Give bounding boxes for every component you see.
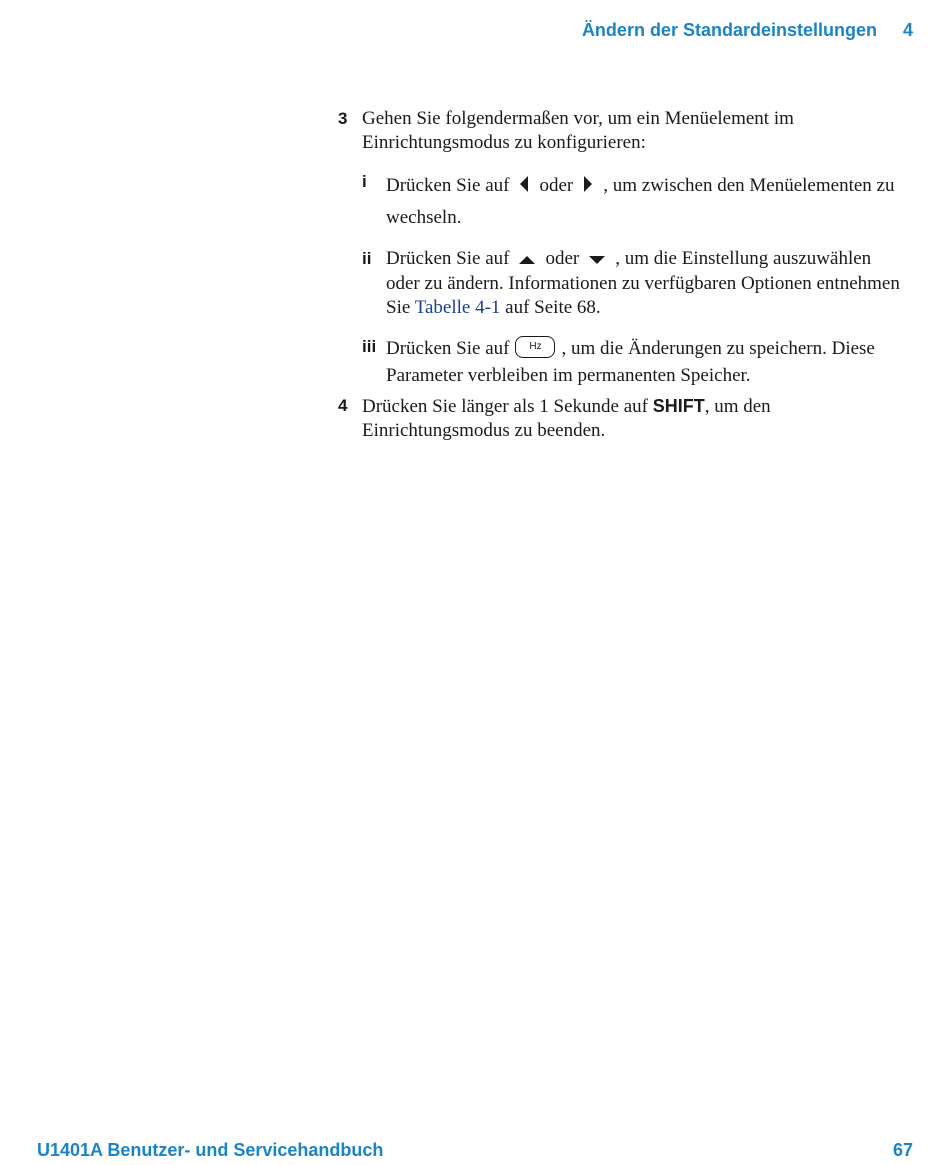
substep-text: oder xyxy=(545,248,580,270)
procedure-steps xyxy=(338,107,908,443)
step-4 xyxy=(338,394,908,443)
table-reference-link[interactable]: Tabelle 4-1 xyxy=(414,296,501,318)
hz-key-icon: Hz xyxy=(515,336,555,358)
chapter-number: 4 xyxy=(902,20,913,40)
step-number: 4 xyxy=(338,395,348,415)
right-arrow-icon xyxy=(583,171,593,202)
step-text: , um den Einrichtungsmodus zu beenden. xyxy=(362,395,771,441)
substep-text: Drücken Sie auf xyxy=(386,248,510,270)
step-number: 3 xyxy=(338,109,348,128)
substep-text: Drücken Sie auf xyxy=(386,175,510,196)
step-3 xyxy=(338,107,908,389)
substep-iii xyxy=(362,335,908,389)
up-arrow-icon xyxy=(519,248,535,272)
substep-text: , um die Änderungen zu speichern. Diese Parameter verbleiben im permanenten Speicher. xyxy=(386,337,875,386)
step-text: Drücken Sie länger als 1 Sekunde auf xyxy=(362,395,648,417)
page-number: 67 xyxy=(892,1140,913,1160)
substep-number: i xyxy=(362,172,367,191)
substep-number: ii xyxy=(362,249,372,269)
shift-key-label: SHIFT xyxy=(652,395,705,416)
page-header xyxy=(582,20,913,41)
step-text: Gehen Sie folgendermaßen vor, um ein Menüelement im Einrichtungsmodus zu konfigurieren: xyxy=(362,108,794,153)
substep-text: , um zwischen den Menüelementen zu wechseln. xyxy=(386,175,895,229)
manual-title: U1401A Benutzer- und Servicehandbuch xyxy=(37,1140,384,1160)
substep-text: , um die Einstellung auszuwählen oder zu ändern. Informationen zu verfügbaren Optionen entnehmen Sie xyxy=(386,248,900,318)
substep-ii xyxy=(362,247,908,320)
substep-text: Drücken Sie auf xyxy=(386,337,510,359)
substep-i xyxy=(362,170,908,233)
section-title: Ändern der Standardeinstellungen xyxy=(581,20,877,40)
page-footer xyxy=(37,1140,913,1161)
substep-number: iii xyxy=(362,336,377,356)
down-arrow-icon xyxy=(589,248,605,272)
substep-text: auf Seite 68. xyxy=(505,296,601,318)
left-arrow-icon xyxy=(519,171,529,202)
substep-text: oder xyxy=(539,175,574,196)
